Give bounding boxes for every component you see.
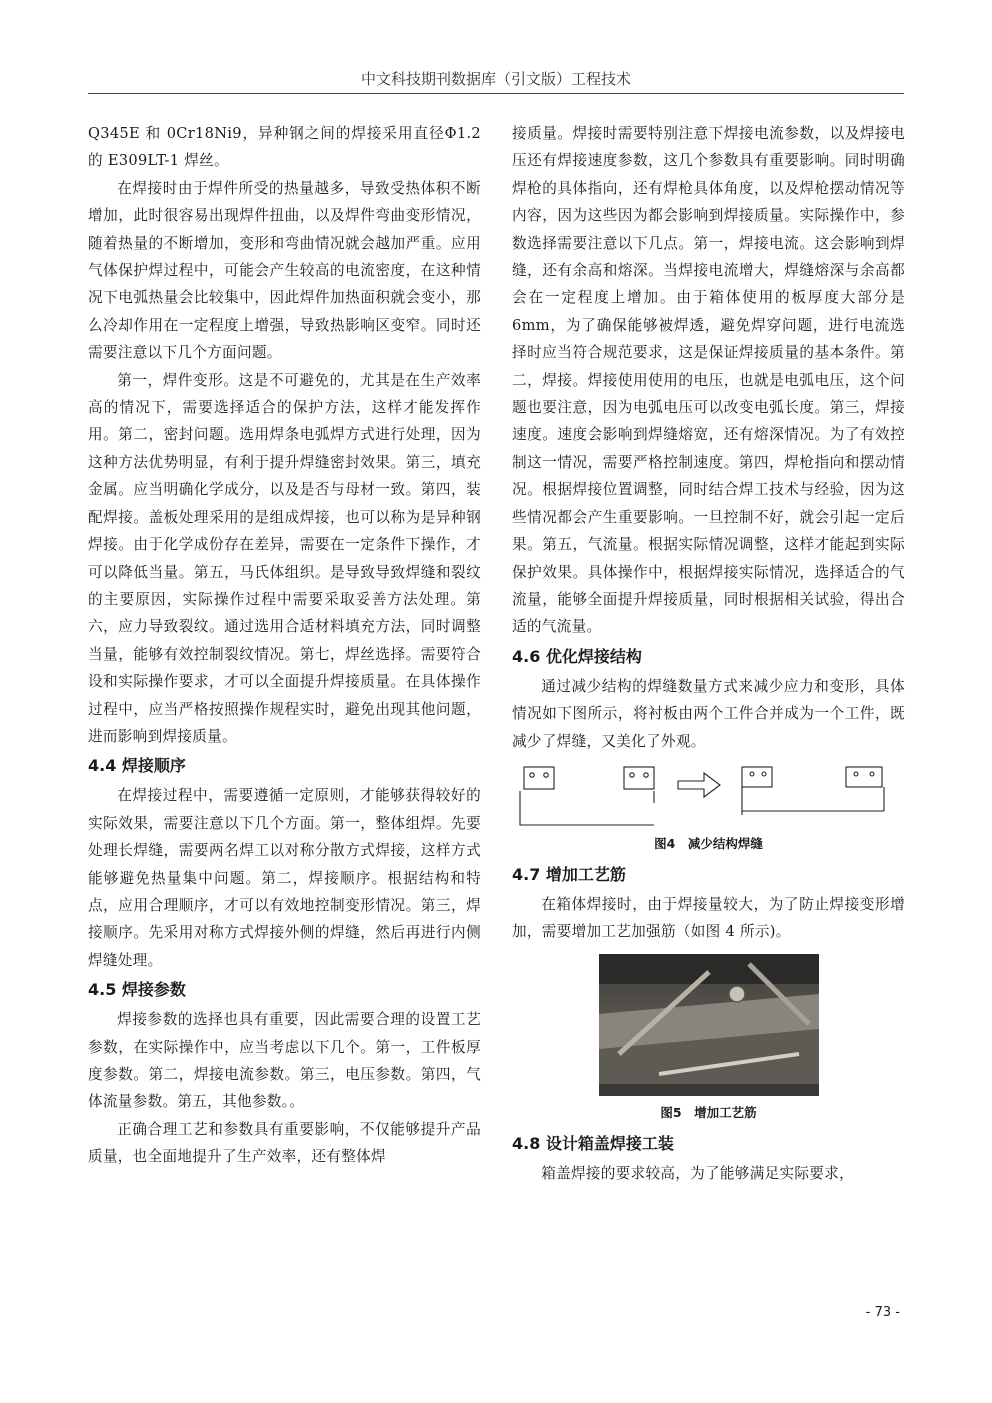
- right-column: [512, 120, 905, 1187]
- paragraph: 箱盖焊接的要求较高，为了能够满足实际要求，: [541, 1164, 854, 1182]
- merged-workpiece-left: [742, 767, 772, 787]
- section-heading-4-7: 4.7 增加工艺筋: [512, 864, 626, 884]
- workpiece-right: [624, 767, 654, 789]
- section-heading-4-8: 4.8 设计箱盖焊接工装: [512, 1133, 674, 1153]
- header-rule: [88, 93, 904, 94]
- section-heading-4-4: 4.4 焊接顺序: [88, 756, 186, 776]
- paragraph: 在焊接过程中，需要遵循一定原则，才能够获得较好的实际效果，需要注意以下几个方面。第一，整体组焊。先要处理长焊缝，需要两名焊工以对称分散方式焊接，这样方式能够避免热量集中问题。第二，焊接顺序。根据结构和特点，应用合理顺序，才可以有效地控制变形情况。第三，焊接顺序。先采用对称方式焊接外侧的焊缝，然后再进行内侧焊缝处理。: [88, 787, 481, 969]
- paragraph: 正确合理工艺和参数具有重要影响，不仅能够提升产品质量，也全面地提升了生产效率，还有整体焊: [88, 1120, 481, 1166]
- paragraph: Q345E 和 0Cr18Ni9，异种钢之间的焊接采用直径Φ1.2的 E309LT-1 焊丝。: [88, 125, 481, 170]
- paragraph: 接质量。焊接时需要特别注意下焊接电流参数，以及焊接电压还有焊接速度参数，这几个参数具有重要影响。同时明确焊枪的具体指向，还有焊枪具体角度，以及焊枪摆动情况等内容，因为这些因为都会影响到焊接质量。实际操作中，参数选择需要注意以下几点。第一，焊接电流。这会影响到焊缝，还有余高和熔深。当焊接电流增大，焊缝熔深与余高都会在一定程度上增加。由于箱体使用的板厚度大部分是 6mm，为了确保能够被焊透，避免焊穿问题，进行电流选择时应当符合规范要求，这是保证焊接质量的基本条件。第二，焊接。焊接使用使用的电压，也就是电弧电压，这个问题也要注意，因为电弧电压可以改变电弧长度。第三，焊接速度。速度会影响到焊缝熔宽，还有熔深情况。为了有效控制这一情况，需要严格控制速度。第四，焊枪指向和摆动情况。根据焊接位置调整，同时结合焊工技术与经验，因为这些情况都会产生重要影响。一旦控制不好，就会引起一定后果。第五，气流量。根据实际情况调整，这样才能起到实际保护效果。具体操作中，根据焊接实际情况，选择适合的气流量，能够全面提升焊接质量，同时根据相关试验，得出合适的气流量。: [512, 125, 905, 636]
- paragraph: 通过减少结构的焊缝数量方式来减少应力和变形，具体情况如下图所示，将衬板由两个工件合并成为一个工件，既减少了焊缝，又美化了外观。: [512, 677, 905, 750]
- merged-workpiece-right: [846, 767, 882, 787]
- paragraph: 在焊接时由于焊件所受的热量越多，导致受热体积不断增加，此时很容易出现焊件扭曲，以及焊件弯曲变形情况，随着热量的不断增加，变形和弯曲情况就会越加严重。应用气体保护焊过程中，可能会产生较高的电流密度，在这种情况下电弧热量会比较集中，因此焊件加热面积就会变小，那么冷却作用在一定程度上增强，导致热影响区变窄。同时还需要注意以下几个方面问题。: [88, 179, 481, 362]
- paragraph: 在箱体焊接时，由于焊接量较大，为了防止焊接变形增加，需要增加工艺加强筋（如图 4 所示)。: [512, 895, 905, 941]
- left-column: [88, 120, 481, 1171]
- section-heading-4-5: 4.5 焊接参数: [88, 980, 186, 1000]
- transform-arrow: [678, 773, 720, 797]
- figure-4-diagram: [512, 759, 905, 831]
- figure-5-photo: [599, 954, 819, 1096]
- page-number: - 73 -: [865, 1305, 900, 1320]
- paragraph: 第一，焊件变形。这是不可避免的，尤其是在生产效率高的情况下，需要选择适合的保护方法，这样才能发挥作用。第二，密封问题。选用焊条电弧焊方式进行处理，因为这种方法优势明显，有利于提升焊缝密封效果。第三，填充金属。应当明确化学成分，以及是否与母材一致。第四，装配焊接。盖板处理采用的是组成焊接，也可以称为是异种钢焊接。由于化学成份存在差异，需要在一定条件下操作，才可以降低当量。第五，马氏体组织。是导致导致焊缝和裂纹的主要原因，实际操作过程中需要采取妥善方法处理。第六，应力导致裂纹。通过选用合适材料填充方法，同时调整当量，能够有效控制裂纹情况。第七，焊丝选择。需要符合设和实际操作要求，才可以全面提升焊接质量。在具体操作过程中，应当严格按照操作规程实时，避免出现其他问题，进而影响到焊接质量。: [88, 371, 481, 745]
- section-heading-4-6: 4.6 优化焊接结构: [512, 646, 642, 666]
- paragraph: 焊接参数的选择也具有重要，因此需要合理的设置工艺参数，在实际操作中，应当考虑以下几个。第一，工件板厚度参数。第二，焊接电流参数。第三，电压参数。第四，气体流量参数。第五，其他参数。。: [88, 1011, 481, 1111]
- workpiece-left: [524, 767, 554, 789]
- journal-header: 中文科技期刊数据库（引文版）工程技术: [360, 70, 631, 88]
- figure-4-caption: 图4 减少结构焊缝: [654, 835, 763, 851]
- figure-5-caption: 图5 增加工艺筋: [660, 1104, 757, 1120]
